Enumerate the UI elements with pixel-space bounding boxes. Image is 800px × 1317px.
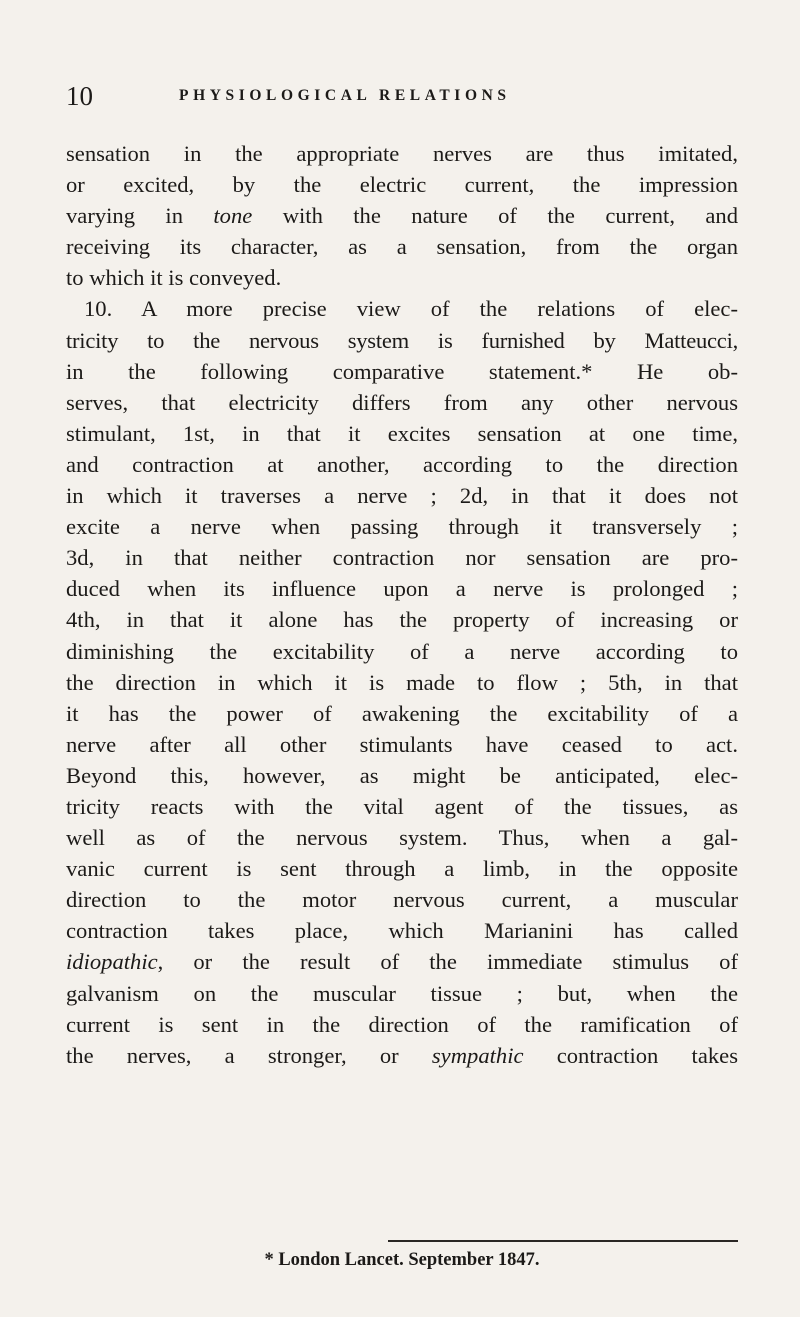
text-line: tricity to the nervous system is furnished by Matteucci,: [66, 327, 738, 353]
text-line: Beyond this, however, as might be anticipated, elec-: [66, 762, 738, 788]
text-line: the nerves, a stronger, or sympathic contraction takes: [66, 1042, 738, 1068]
emphasis-word: idiopathic: [66, 949, 158, 975]
text-line: 3d, in that neither contraction nor sensation are pro-: [66, 545, 738, 571]
text-line: duced when its influence upon a nerve is prolonged ;: [66, 576, 738, 602]
text-line: or excited, by the electric current, the impression: [66, 172, 738, 198]
text-line: contraction takes place, which Marianini has called: [66, 918, 738, 944]
text-line: it has the power of awakening the excitability of a: [66, 700, 738, 726]
page-header: [66, 80, 740, 112]
text-line: excite a nerve when passing through it transversely ;: [66, 514, 738, 540]
text-line: in the following comparative statement.* He ob-: [66, 358, 738, 384]
body-text: [66, 138, 738, 1071]
page-number: 10: [66, 81, 93, 111]
text-line: idiopathic, or the result of the immediate stimulus of: [66, 949, 738, 975]
text-line: 10. A more precise view of the relations of elec-: [84, 296, 738, 322]
text-line: sensation in the appropriate nerves are thus imitated,: [66, 141, 738, 166]
text-line: serves, that electricity differs from any other nervous: [66, 389, 738, 415]
text-line: stimulant, 1st, in that it excites sensation at one time,: [66, 420, 738, 446]
text-line: vanic current is sent through a limb, in the opposite: [66, 856, 738, 882]
text-line: direction to the motor nervous current, a muscular: [66, 887, 738, 913]
text-line: to which it is conveyed.: [66, 265, 282, 291]
text-line: galvanism on the muscular tissue ; but, when the: [66, 980, 738, 1006]
text-line: receiving its character, as a sensation, from the organ: [66, 234, 738, 260]
emphasis-word: sympathic: [431, 1042, 524, 1068]
text-line: nerve after all other stimulants have ceased to act.: [66, 731, 738, 757]
emphasis-word: tone: [213, 203, 253, 229]
text-line: 4th, in that it alone has the property of increasing or: [66, 607, 738, 633]
text-line: and contraction at another, according to the direction: [66, 451, 738, 477]
text-line: tricity reacts with the vital agent of the tissues, as: [66, 793, 738, 819]
footnote: * London Lancet. September 1847.: [264, 1250, 540, 1270]
footnote-rule: [388, 1240, 738, 1242]
text-line: well as of the nervous system. Thus, when a gal-: [66, 825, 738, 851]
text-line: in which it traverses a nerve ; 2d, in that it does not: [66, 483, 738, 509]
text-line: varying in tone with the nature of the current, and: [66, 203, 739, 229]
running-head: PHYSIOLOGICAL RELATIONS: [179, 87, 511, 104]
text-line: the direction in which it is made to flow ; 5th, in that: [66, 669, 738, 695]
text-line: current is sent in the direction of the ramification of: [66, 1011, 738, 1037]
text-line: diminishing the excitability of a nerve according to: [66, 638, 738, 664]
